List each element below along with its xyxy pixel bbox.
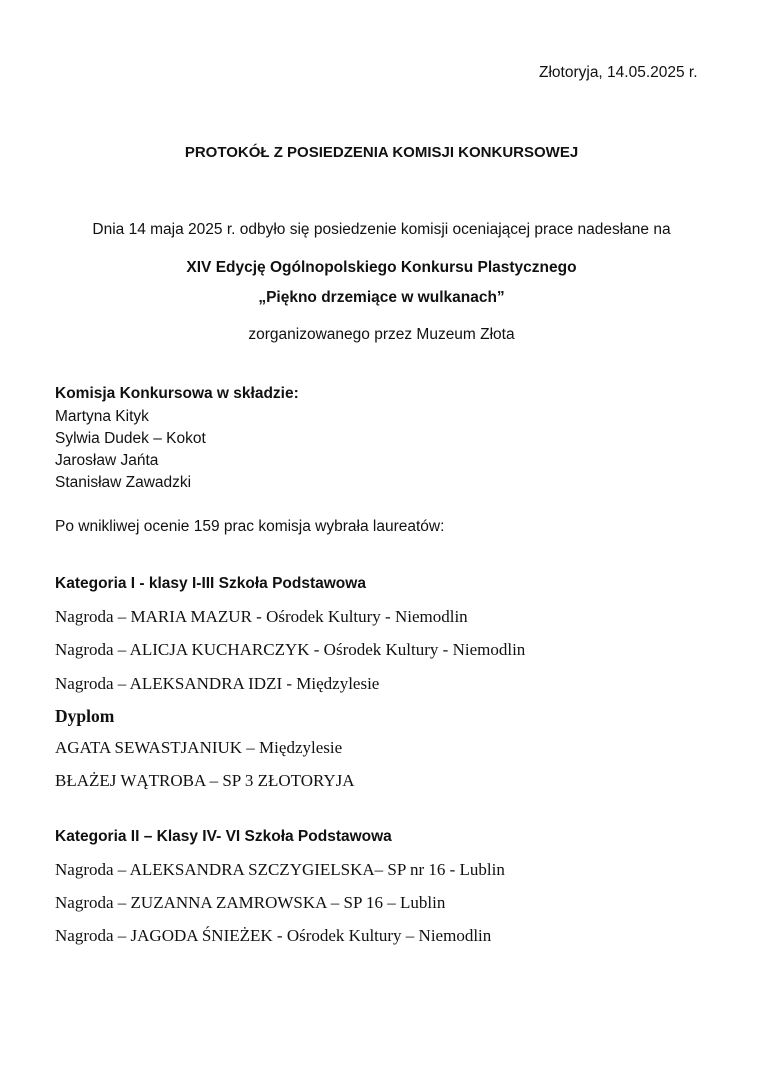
committee-heading: Komisja Konkursowa w składzie: (55, 385, 299, 402)
organizer-line: zorganizowanego przez Muzeum Złota (248, 326, 515, 343)
award-entry: Nagroda – JAGODA ŚNIEŻEK - Ośrodek Kultury – Niemodlin (55, 926, 492, 945)
diploma-entry: AGATA SEWASTJANIUK – Międzylesie (55, 738, 343, 757)
document-title: PROTOKÓŁ Z POSIEDZENIA KOMISJI KONKURSOWEJ (184, 144, 579, 161)
award-entry: Nagroda – ALICJA KUCHARCZYK - Ośrodek Kultury - Niemodlin (55, 640, 526, 659)
award-entry: Nagroda – ALEKSANDRA IDZI - Międzylesie (55, 674, 380, 693)
diploma-heading: Dyplom (55, 706, 115, 726)
place-date: Złotoryja, 14.05.2025 r. (539, 64, 698, 81)
contest-edition: XIV Edycję Ogólnopolskiego Konkursu Plastycznego (186, 259, 577, 276)
summary-line: Po wnikliwej ocenie 159 prac komisja wybrała laureatów: (55, 518, 445, 535)
diploma-entry: BŁAŻEJ WĄTROBA – SP 3 ZŁOTORYJA (55, 771, 355, 790)
committee-member: Jarosław Jańta (55, 452, 159, 469)
award-entry: Nagroda – MARIA MAZUR - Ośrodek Kultury - Niemodlin (55, 607, 468, 626)
intro-line: Dnia 14 maja 2025 r. odbyło się posiedzenie komisji oceniającej prace nadesłane na (92, 221, 671, 238)
award-entry: Nagroda – ZUZANNA ZAMROWSKA – SP 16 – Lublin (55, 893, 446, 912)
contest-name: „Piękno drzemiące w wulkanach” (258, 289, 505, 306)
committee-member: Martyna Kityk (55, 408, 149, 425)
award-entry: Nagroda – ALEKSANDRA SZCZYGIELSKA– SP nr 16 - Lublin (55, 860, 505, 879)
committee-member: Stanisław Zawadzki (55, 474, 192, 491)
committee-member: Sylwia Dudek – Kokot (55, 430, 206, 447)
category-heading: Kategoria I - klasy I-III Szkoła Podstawowa (55, 575, 366, 592)
category-heading: Kategoria II – Klasy IV- VI Szkoła Podstawowa (55, 828, 392, 845)
